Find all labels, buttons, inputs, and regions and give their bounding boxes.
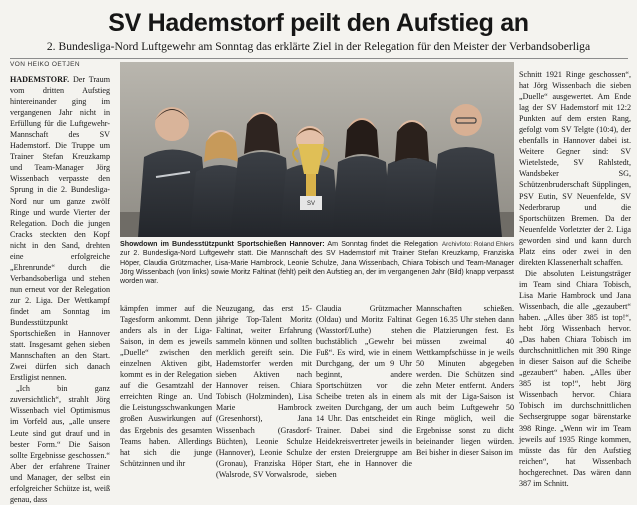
photo-credit: Archivfoto: Roland Ehlers [441,241,514,248]
caption-text: Am Sonntag findet die Relegation zur 2. Bundesliga-Nord Luftgewehr statt. Die Mannschaft des SV Hademstorf mit Trainer Stefan Kreuzkamp, Franziska Höper, Claudia Grützmacher, Lisa-Marie Hambrock, Leonie Schulze, Jana Wissenbach, Chiara Tobisch und Team-Manager Jörg Wissenbach (von links) sowie Moritz Faltinat (fehlt) peilt den Aufstieg an, der im vergangenen Jahr (Bild) knapp verpasst worden war. [120,240,514,286]
article-column-bottom-3 [316,303,412,479]
team-photo [120,62,514,237]
article-column-bottom-4 [416,303,514,457]
paragraph: Mannschaften schießen. Gegen 16.35 Uhr stehen dann die Platzierungen fest. Es müssen zweimal 40 Wettkampfschüsse in je weils 50 Minuten abgegeben werden. Die Schützen sind zehn Meter entfernt. Anders als mit der Liga-Saison ist auch beim Luftgewehr 50 Ringe möglich, weil die Ergebnisse sonst zu dicht beieinander liegen würden. Bei bisher in dieser Saison im [416,304,514,457]
paragraph: Die absoluten Leistungsträger im Team sind Chiara Tobisch, Lisa Marie Hambrock und Jana Wissenbach, die alle „gezaubert“ haben. „Alles über 385 ist top!“, hebt Jörg Wissenbach hervor. „Das haben Chiara Tobisch im durchschnittlichen mit 390 Ringe in dieser Saison auf die Scheibe „gezaubert“ haben. „Alles über 385 ist top!“, hebt Jörg Wissenbach hervor. Chiara Tobisch im durchschnittlichen Sechsergruppe sogar bärenstarke 398 Ringe. „Wenn wir im Team jeweils auf 1935 Ringe kommen, müsste das für den Aufstieg reichen“, hat Wissenbach hochgerechnet. Das wären dann 387 im Schnitt. [519,268,631,488]
article-column-bottom-2 [216,303,312,479]
photo-caption [120,240,514,286]
paragraph: Schnitt 1921 Ringe geschossen“, hat Jörg Wissenbach die sieben „Duelle“ ausgewertet. Am Ende lag der SV Hademstorf mit 12:2 Punkten auf dem ersten Rang, gefolgt vom SV Telgte (10:4), der ebenfalls in Hannover dabei ist. Weitere Gegner sind: SV Wietelstede, SV Rahlstedt, Wandsbeker SG, Schützenbruderschaft Süpplingen, PSV Eutin, SV Neuenfelde, SV Nederbrarup und die Sportschützen Bremen. Da der Neuenfelde Vorletzter der 2. Liga geworden sind und kann durch Platz eins oder zwei in den direkten Klassenerhalt schaffen. [519,70,631,267]
paragraph-lead-text: Der Traum vom dritten Aufstieg hintereinander ging im vergangenen Jahr nicht in Erfüllung für die Luftgewehr-Mannschaft des SV Hademstorf. Die Truppe um Trainer Stefan Kreuzkamp und Team-Manager Jörg Wissenbach verpasste den Sprung in die 2. Bundesliga-Nord nur um ganze zwölf Ringe und wurde Vierter der Relegation. Doch die jungen Cracks steckten den Kopf nicht in den Sand, drehten eine erfolgreiche „Ehrenrunde“ durch die Verbandsoberliga und stehen nun erneut vor der Relegation zur 2. Liga. Der Wettkampf findet am Sonntag im Bundesstützpunkt Sportschießen in Hannover statt. Insgesamt gehen sieben Mannschaften an den Start. Zwei dürfen sich danach Erstligist nennen. [10,75,110,383]
article-column-right [519,69,631,488]
team-photo-image [120,62,514,237]
caption-lead: Showdown im Bundesstützpunkt Sportschießen Hannover: [120,240,325,248]
article-column-left [10,74,110,504]
article-column-bottom-1 [120,303,212,468]
paragraph-lead [10,74,110,383]
paragraph: Claudia Grützmacher (Oldau) und Moritz Faltinat (Wasstorf/Luthe) stehen buchstäblich „Gewehr bei Fuß“. Es wird, wie in einem Durchgang, der um 9 Uhr beginnt, andere Sportschützen vor die Scheibe treten als in einem zweiten Durchgang, der um 14 Uhr. Das entscheidet ein Trainer. Dabei sind die Heidekreisvertreter jeweils in der ersten Dreiergruppe am Start, ehe in Hannover die sieben [316,304,412,479]
header-rule [10,58,628,59]
dateline: HADEMSTORF. [10,75,70,84]
paragraph: „Ich bin ganz zuversichtlich“, strahlt Jörg Wissenbach viel Optimismus im Vorfeld aus, „alle unsere Leute sind gut drauf und in bester Form.“ Die Saison sollte Ergebnisse geschossen.“ Aber der erfahrene Trainer und Manager, der selbst ein erfolgreicher Schütze ist, weiß genau, dass [10,384,110,504]
trophy-label: SV [306,201,316,207]
paragraph: Neuzugang, das erst 15-jährige Top-Talent Moritz Faltinat, weiter Erfahrung sammeln können und sollten merklich gereift sein. Die Hademstorfer werden mit sieben Aktiven nach Hannover reisen. Chiara Tobisch (Holzminden), Lisa Marie Hambrock (Gresenhorst), Jana Wissenbach (Grasdorf-Büchten), Leonie Schulze (Hannover), Leonie Schulze (Gronau), Franziska Höper (Walsrode, SV Vorwalsrode, [216,304,312,479]
subline: 2. Bundesliga-Nord Luftgewehr am Sonntag das erklärte Ziel in der Relegation für den Meister der Verbandsoberliga [46,40,591,53]
paragraph: kämpfen immer auf die Tagesform ankommt. Denn anders als in der Liga-Saison, in dem es jeweils „Duelle“ zwischen den einzelnen Aktiven gibt, kommt es in der Relegation auf die Gesamtzahl der erreichten Ringe an. Und die Leistungsschwankungen großen Auswirkungen auf das Ergebnis des gesamten Teams haben. Allerdings hat sich die junge Schützinnen und ihr [120,304,212,468]
byline: VON HEIKO OETJEN [10,61,80,68]
headline: SV Hademstorf peilt den Aufstieg an [108,9,529,37]
